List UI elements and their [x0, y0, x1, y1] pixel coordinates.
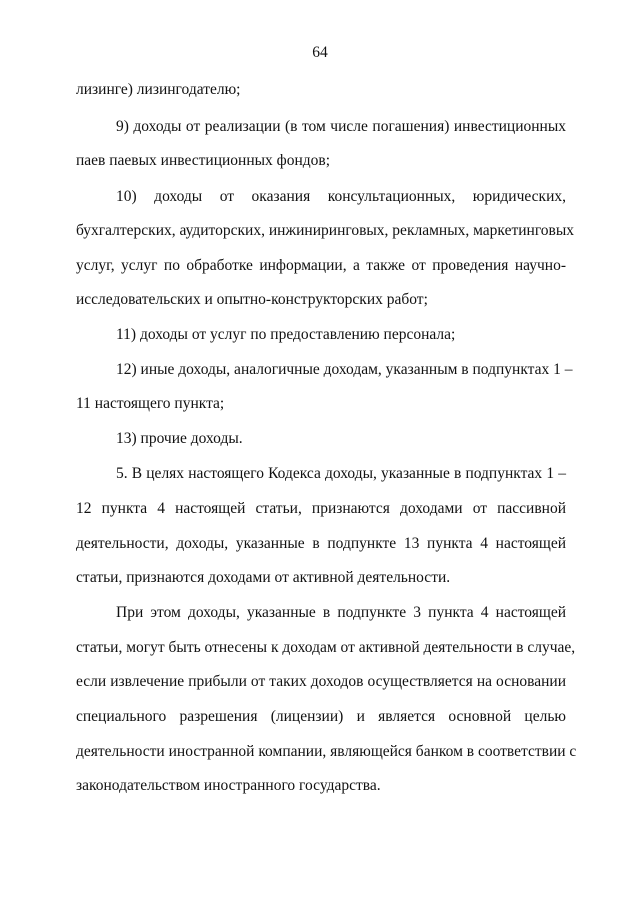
text-line: При этом доходы, указанные в подпункте 3 пункта 4 настоящей [116, 604, 566, 621]
text-line: если извлечение прибыли от таких доходов осуществляется на основании [76, 673, 566, 690]
text-line: законодательством иностранного государства. [76, 777, 381, 794]
text-line: 10) доходы от оказания консультационных, юридических, [116, 188, 566, 205]
text-line: 13) прочие доходы. [116, 430, 243, 447]
text-line: специального разрешения (лицензии) и является основной целью [76, 708, 566, 725]
text-line: 11 настоящего пункта; [76, 395, 225, 412]
text-line: паев паевых инвестиционных фондов; [76, 152, 331, 169]
text-line: деятельности иностранной компании, являющейся банком в соответствии с [76, 743, 577, 760]
text-line: 11) доходы от услуг по предоставлению персонала; [116, 326, 456, 343]
text-line: 9) доходы от реализации (в том числе погашения) инвестиционных [116, 118, 566, 135]
text-line: статьи, признаются доходами от активной деятельности. [76, 569, 451, 586]
text-line: лизинге) лизингодателю; [76, 81, 241, 98]
text-line: деятельности, доходы, указанные в подпункте 13 пункта 4 настоящей [76, 535, 566, 552]
text-line: 5. В целях настоящего Кодекса доходы, указанные в подпунктах 1 – [116, 465, 566, 482]
text-line: 12) иные доходы, аналогичные доходам, указанным в подпунктах 1 – [116, 361, 573, 378]
page-number: 64 [312, 44, 328, 61]
text-line: услуг, услуг по обработке информации, а также от проведения научно- [76, 257, 566, 274]
text-line: исследовательских и опытно-конструкторских работ; [76, 291, 428, 308]
text-line: бухгалтерских, аудиторских, инжиниринговых, рекламных, маркетинговых [76, 222, 575, 239]
text-line: 12 пункта 4 настоящей статьи, признаются доходами от пассивной [76, 500, 566, 517]
text-line: статьи, могут быть отнесены к доходам от активной деятельности в случае, [76, 639, 576, 656]
